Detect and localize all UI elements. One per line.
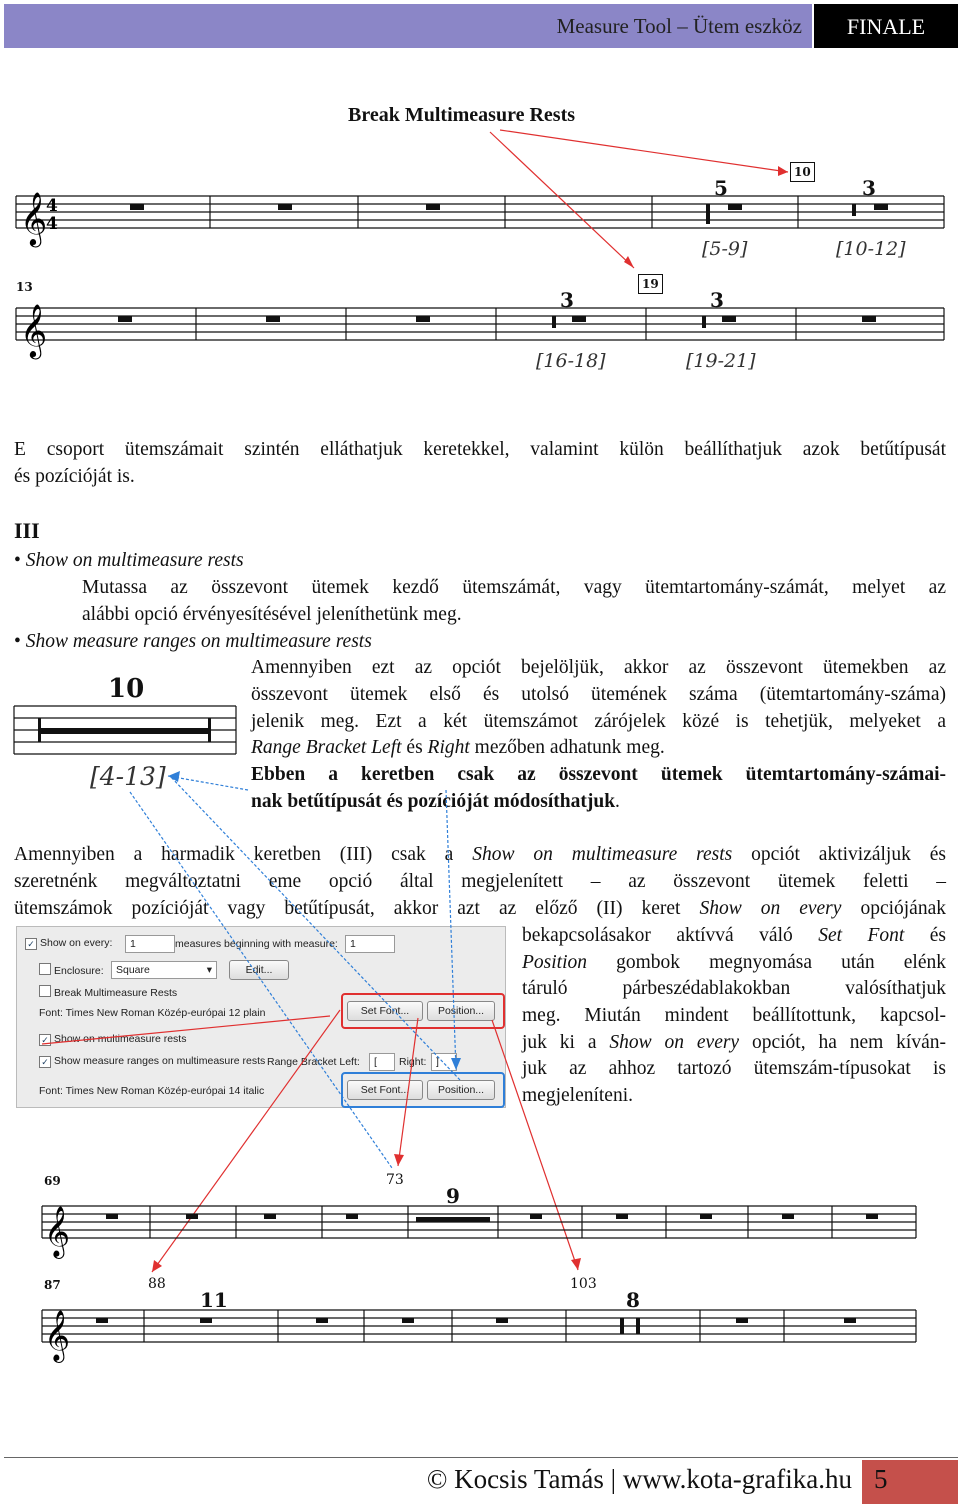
svg-text:𝄞: 𝄞 — [20, 303, 48, 357]
option-name: Range Bracket Left — [251, 737, 402, 758]
measure-range-label: [10-12] — [836, 238, 906, 260]
checkbox-checked-icon: ✓ — [25, 938, 37, 950]
boxed-measure-number: 10 — [790, 162, 815, 182]
footer-divider — [4, 1457, 958, 1458]
option-name: Show on multimeasure rests — [472, 844, 733, 865]
mm-count-label: 8 — [626, 1288, 640, 1312]
font-info-label: Font: Times New Roman Közép-európai 14 italic — [39, 1085, 265, 1097]
figure-heading: Break Multimeasure Rests — [348, 104, 576, 126]
paragraph-line: meg. Miután mindent beállítottunk, kapcsol- — [522, 1005, 946, 1026]
chevron-down-icon: ▾ — [206, 964, 212, 976]
paragraph-line: juk az ahhoz tartozó ütemszám-típusokat is — [522, 1058, 946, 1079]
text-run: gombok megnyomása után elénk — [587, 952, 946, 973]
edit-button[interactable]: Edit... — [229, 960, 289, 980]
mm-count-label: 3 — [862, 176, 876, 200]
start-measure-number: 87 — [44, 1278, 61, 1292]
option-name: Position — [522, 952, 588, 973]
text-run: opciót, ha nem kíván- — [739, 1032, 946, 1053]
paragraph-line: Mutassa az összevont ütemek kezdő ütemszámát, vagy ütemtartomány-számát, melyet az — [82, 577, 946, 598]
text-run: opciójának — [841, 898, 946, 919]
range-left-input[interactable]: [ — [369, 1053, 395, 1071]
option-name: Set Font — [818, 925, 905, 946]
svg-text:4: 4 — [46, 196, 58, 216]
measure-range-label: [16-18] — [536, 350, 606, 372]
set-font-button[interactable]: Set Font... — [347, 1001, 423, 1021]
svg-text:𝄞: 𝄞 — [44, 1310, 71, 1361]
music-staff-example2 — [0, 1170, 960, 1370]
text-run: bekapcsolásakor aktívvá váló — [522, 925, 819, 946]
set-font-button[interactable]: Set Font... — [347, 1080, 423, 1100]
checkbox-label: Show measure ranges on multimeasure rests — [54, 1055, 266, 1067]
bullet-item: • Show measure ranges on multimeasure rests — [14, 631, 372, 652]
text-run: juk ki a — [522, 1032, 610, 1053]
option-name: Show on every — [699, 898, 842, 919]
header-title: Measure Tool – Ütem eszköz — [556, 14, 802, 38]
text-run: és — [904, 925, 946, 946]
position-button[interactable]: Position... — [427, 1080, 495, 1100]
start-measure-number: 13 — [16, 280, 33, 294]
text-run: opciót aktivizáljuk és — [732, 844, 946, 865]
paragraph-line: szeretnénk megváltoztatni eme opció által megjelenített – az összevont ütemek feletti – — [14, 871, 946, 892]
paragraph-line: alábbi opció érvényesítésével jeleníthetünk meg. — [82, 604, 462, 625]
measure-range-label: [5-9] — [702, 238, 748, 260]
text-run: mezőben adhatunk meg. — [469, 737, 665, 758]
text-run: nak betűtípusát és pozícióját módosíthatjuk — [251, 791, 616, 812]
svg-text:4: 4 — [46, 214, 58, 234]
text-run: és — [401, 737, 428, 758]
paragraph-line: összevont ütemek első és utolsó ütemének száma (ütemtartomány-száma) — [251, 684, 946, 705]
select-value: Square — [116, 964, 150, 976]
measure-number-label: 88 — [148, 1276, 166, 1292]
footer-credit: © Kocsis Tamás | www.kota-grafika.hu — [426, 1464, 852, 1494]
bullet-title: Show on multimeasure rests — [25, 550, 244, 571]
text-run: . — [615, 791, 620, 812]
range-right-input[interactable]: ] — [431, 1053, 457, 1071]
beginning-measure-input[interactable]: 1 — [345, 935, 395, 953]
mm-count-label: 3 — [710, 288, 724, 312]
mm-count-label: 9 — [446, 1184, 460, 1208]
svg-text:𝄞: 𝄞 — [20, 191, 48, 245]
option-name: Right — [427, 737, 470, 758]
checkbox-label: Enclosure: — [54, 965, 104, 977]
page-number: 5 — [874, 1464, 888, 1494]
option-name: Show on every — [609, 1032, 740, 1053]
measure-number-label: 103 — [570, 1276, 597, 1292]
text-run: Amennyiben a harmadik keretben (III) csak a — [14, 844, 473, 865]
position-button[interactable]: Position... — [427, 1001, 495, 1021]
bullet-title: Show measure ranges on multimeasure rests — [25, 631, 372, 652]
paragraph-line: megjeleníteni. — [522, 1085, 634, 1106]
section-heading: III — [14, 518, 40, 543]
checkbox-checked-icon: ✓ — [39, 1034, 51, 1046]
field-label: Right: — [399, 1056, 427, 1068]
paragraph-line: Amennyiben ezt az opciót bejelöljük, akkor az összevont ütemekben az — [251, 657, 946, 678]
measure-number-label: 73 — [386, 1172, 404, 1188]
font-info-label: Font: Times New Roman Közép-európai 12 plain — [39, 1007, 266, 1019]
start-measure-number: 69 — [44, 1174, 61, 1188]
mm-count-label: 11 — [200, 1288, 228, 1312]
header-brand: FINALE — [846, 14, 926, 39]
field-label: Range Bracket Left: — [267, 1056, 360, 1068]
checkbox-label: Show on every: — [40, 937, 113, 949]
mm-count-label: 3 — [560, 288, 574, 312]
paragraph-line: táruló párbeszédablakokban valósíthatjuk — [522, 978, 946, 999]
boxed-measure-number: 19 — [638, 274, 663, 294]
bold-note-line: Ebben a keretben csak az összevont ütemek ütemtartomány-számai- — [251, 764, 946, 785]
mm-count-label: 10 — [108, 674, 145, 704]
show-every-input[interactable]: 1 — [125, 935, 175, 953]
measure-range-label: [19-21] — [686, 350, 756, 372]
page-number-box — [862, 1460, 958, 1504]
mm-count-label: 5 — [714, 176, 728, 200]
paragraph-line: E csoport ütemszámait szintén elláthatjuk keretekkel, valamint külön beállíthatjuk azok betűtípusát — [14, 439, 946, 460]
paragraph-line: jelenik meg. Ezt a két ütemszámot zárójelek közé is tehetjük, melyeket a — [251, 711, 946, 732]
text-run: ütemszámok pozícióját vagy betűtípusát, akkor azt az előző (II) keret — [14, 898, 700, 919]
checkbox-label: Show on multimeasure rests — [54, 1033, 187, 1045]
svg-text:𝄞: 𝄞 — [44, 1206, 71, 1257]
field-label: measures beginning with measure: — [175, 938, 338, 950]
checkbox-label: Break Multimeasure Rests — [54, 987, 178, 999]
paragraph-line: és pozícióját is. — [14, 466, 135, 487]
checkbox-checked-icon: ✓ — [39, 1056, 51, 1068]
bullet-item: • Show on multimeasure rests — [14, 550, 244, 571]
measure-range-label: [4-13] — [90, 762, 166, 791]
